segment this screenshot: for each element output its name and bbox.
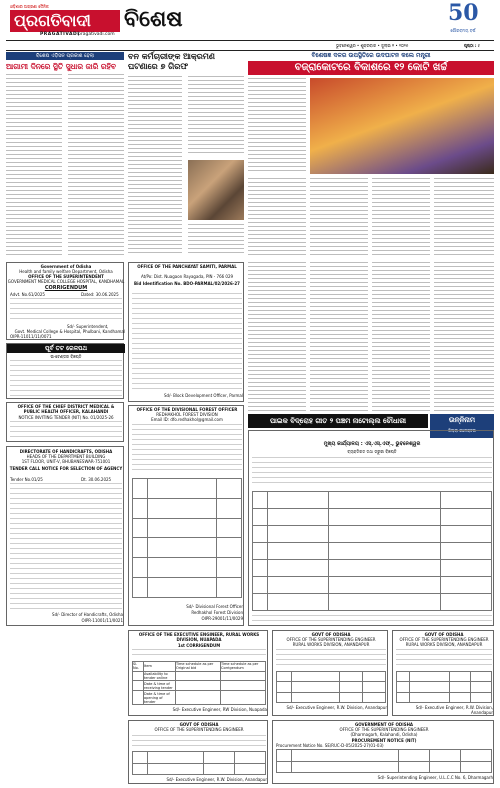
rwd-body — [396, 649, 492, 669]
office-label: OFFICE OF THE SUPERINTENDENT — [28, 274, 104, 279]
handicrafts-selection: TENDER CALL NOTICE FOR SELECTION OF AGENCY — [9, 466, 123, 471]
se-sub2: RURAL WORKS DIVISION, ANANDAPUR — [292, 642, 370, 647]
exec2-body — [132, 735, 266, 749]
executive-corrigendum: 1st CORRIGENDUM — [177, 643, 221, 648]
exec2-table — [132, 751, 266, 775]
se-notice — [272, 630, 388, 716]
cdmo-sub: NOTICE INVITING TENDER (NIT) No. 01/2025-26 — [18, 415, 114, 420]
se-title: GOVT OF ODISHA — [311, 632, 351, 637]
forest-sub: REDHAKHOL FOREST DIVISION — [156, 412, 218, 417]
middle-story — [128, 52, 244, 258]
left-story-headline: ଆଗାମୀ ଦିନରେ ସ୍ଥିତି ସୁଧାର ଜାରି ରହିବ — [6, 62, 117, 71]
exec-row2-label: Date & time of receiving tender — [144, 681, 176, 691]
last-notice — [272, 720, 494, 784]
left-story-kicker: ବିଶେଷ ଏଡ଼ିସନ ପ୍ରକାଶ ହେଲା — [6, 52, 124, 60]
exec2-title: GOVT OF ODISHA — [179, 722, 219, 727]
panchayat-sign: Sd/- Block Development Officer, Parmal — [163, 393, 243, 398]
rwd-notice — [392, 630, 494, 716]
masthead-logo-text: ପ୍ରଗତିବାଦୀ — [14, 11, 91, 30]
exec2-sign: Sd/- Executive Engineer, R.W. Division, Anandapur — [166, 777, 267, 782]
big-notice-table — [252, 491, 492, 611]
website-label: pragativadi.com — [78, 32, 115, 37]
right-story-body-1 — [248, 78, 306, 174]
forest-oipr: OIPR-29001/11/0029 — [201, 616, 243, 621]
right-story-body-4 — [372, 178, 430, 258]
big-notice-title: ମୁଖ୍ୟ କାର୍ଯ୍ୟାଳୟ : ଏସ୍.ଏସ୍.ଏଫ୍., ଭୁବନେଶ୍ୱର — [323, 441, 421, 447]
middle-story-body-2 — [188, 76, 244, 156]
se-sub: OFFICE OF THE SUPERINTENDING ENGINEER — [286, 637, 376, 642]
forest-body — [132, 424, 242, 474]
railway-title: ପୂର୍ବ ତଟ ରେଳପଥ — [7, 344, 125, 353]
forest-table — [132, 478, 242, 598]
rwd-title: GOVT OF ODISHA — [424, 632, 464, 637]
festival-banner — [248, 414, 428, 428]
enam-title: ଉନ୍ନିନାମ — [448, 416, 476, 424]
executive-body — [132, 649, 266, 659]
right-story-headline: ବଜ୍ରାକୋଟରେ ବିକାଶରେ ୧୨ କୋଟି ଖର୍ଚ୍ଚ — [248, 61, 494, 75]
right-lower-col-3 — [372, 262, 430, 412]
left-story-body-1 — [6, 74, 62, 258]
handicrafts-date: Dt. 30.06.2025 — [81, 477, 112, 482]
corrigendum-notice — [6, 262, 124, 340]
left-story — [6, 52, 124, 258]
executive-table — [132, 661, 266, 705]
cdmo-title: OFFICE OF THE CHIEF DISTRICT MEDICAL & PUBLIC HEALTH OFFICER, KALAHANDI — [17, 404, 115, 414]
hospital-label: GOVERNMENT MEDICAL COLLEGE HOSPITAL, KANDHAMAL — [7, 279, 125, 284]
festival-title: ପାଇକ ବିଦ୍ରୋହ ଗୀତ ୨ ପଞ୍ଚମ ନାଟୋଲ୍ଲ ଚୌଧାରୀ — [269, 417, 407, 425]
rwd-table — [396, 671, 492, 703]
last-sub: OFFICE OF THE SUPERINTENDING ENGINEER — [339, 727, 429, 732]
handicrafts-oipr: OIPR-11001/11/0021 — [81, 618, 123, 623]
anniversary-number: 50 — [448, 0, 479, 26]
handicrafts-sign: Sd/- Director of Handicrafts, Odisha — [52, 612, 123, 617]
corrigendum-ref: Advt. No.61/2025 — [10, 292, 45, 297]
last-title: GOVERNMENT OF ODISHA — [354, 722, 414, 727]
railway-sub: ଇ-ଟେଣ୍ଡର ବିଜ୍ଞପ୍ତି — [50, 354, 82, 359]
exec-head-corr: Time schedule as per Corrigendum — [221, 662, 266, 672]
se-body — [276, 649, 386, 669]
dateline: ଭୁବନେଶ୍ୱର • ଶୁକ୍ରବାର • ଜୁଲାଇ ୧ • ୨୦୨୫ — [336, 43, 409, 48]
exec-row3-label: Date & time of opening of tender — [144, 691, 176, 705]
middle-story-photo — [188, 160, 244, 220]
left-story-body-2 — [68, 74, 124, 258]
right-story — [248, 52, 494, 258]
handicrafts-notice — [6, 446, 124, 626]
big-notice-footer — [252, 615, 492, 625]
forest-email: Email ID: dfo.redhakhol@gmail.com — [151, 417, 223, 422]
exec2-sub: OFFICE OF THE SUPERINTENDING ENGINEER — [154, 727, 244, 732]
handicrafts-line1: HEADS OF THE DEPARTMENT BUILDING — [26, 454, 106, 459]
masthead-english: PRAGATIVADI — [40, 32, 80, 37]
anniversary-word: ଗୌରବମୟ ବର୍ଷ — [450, 28, 476, 33]
exec-head-slno: Sl. No. — [133, 662, 144, 672]
cdmo-body — [10, 421, 122, 441]
exec-row1-label: Availability to tender online — [144, 671, 176, 681]
railway-notice — [6, 343, 124, 399]
rwd-sign: Sd/- Executive Engineer, R.W. Division, Anandapur — [415, 705, 493, 715]
page-label: ପୃଷ୍ଠା : ୯ — [464, 43, 480, 48]
rwd-sub2: RURAL WORKS DIVISION, ANANDAPUR — [405, 642, 483, 647]
forest-sign: Sd/- Divisional Forest Officer — [186, 604, 243, 609]
right-story-body-2 — [248, 178, 306, 258]
last-sub2: (Dharmagarh, Kalahandi, Odisha) — [350, 732, 418, 737]
corrigendum-date: Dated: 30.06.2025 — [81, 292, 119, 297]
middle-story-body-1 — [128, 76, 182, 256]
date-bar — [6, 40, 494, 51]
handicrafts-line2: 1ST FLOOR, UNIT-V, BHUBANESWAR-751001 — [21, 459, 111, 464]
masthead-area — [6, 2, 494, 38]
last-ref: Procurement Notice No. SE/RUC-D-05/2025-27(01-03) — [276, 743, 384, 748]
panchayat-title: OFFICE OF THE PANCHAYAT SAMITI, PARMAL — [137, 264, 237, 269]
rwd-sub: OFFICE OF THE SUPERINTENDING ENGINEER — [399, 637, 489, 642]
last-sign: Sd/- Superintending Engineer, U.L.C.C No. 6, Dharmagarh — [377, 775, 493, 780]
railway-body — [10, 360, 122, 397]
right-story-kicker: ବିଶେଷଜ୍ଞ ଦଳର ଉପସ୍ଥିତିରେ ଉଦଘାଟନ କଲେ ମନ୍ତ୍ରୀ — [311, 52, 431, 59]
last-table — [276, 749, 492, 773]
se-sign: Sd/- Executive Engineer, R.W. Division, Anandapur — [286, 705, 387, 710]
cdmo-notice — [6, 402, 124, 442]
panchayat-notice — [128, 262, 244, 402]
corrigendum-sign: Sd/- Superintendent, — [67, 324, 109, 329]
section-title: ବିଶେଷ — [124, 6, 183, 32]
right-lower-col-1 — [248, 262, 306, 412]
masthead-tagline: ଓଡ଼ିଶାର ଅଗ୍ରଣୀ ଦୈନିକ — [10, 4, 49, 9]
corrigendum-sign2: Govt. Medical College & Hospital, Phulbani, Kandhamal — [14, 329, 125, 334]
gov-label: Government of Odisha — [40, 264, 92, 269]
forest-notice — [128, 405, 244, 626]
right-story-body-3 — [310, 178, 368, 258]
big-notice-body — [252, 457, 492, 487]
corrigendum-title: CORRIGENDUM — [44, 285, 88, 291]
right-lower-col-2 — [310, 262, 368, 412]
panchayat-bid: Bid Identification No. BDO-PARMAL/02/2026-27 — [134, 281, 240, 286]
forest-sign2: Redhakhol Forest Division — [191, 610, 243, 615]
right-story-photo — [310, 78, 494, 174]
handicrafts-body — [10, 483, 122, 609]
right-story-body-5 — [434, 178, 494, 258]
dept-label: Health and family welfare Department, Odisha — [19, 269, 113, 274]
last-notice-title: PROCUREMENT NOTICE (NIT) — [351, 738, 417, 743]
corrigendum-oipr: OIPR-11011/11/0071 — [10, 334, 52, 339]
executive-notice — [128, 630, 268, 716]
masthead-logo — [10, 10, 120, 32]
big-notice — [248, 430, 494, 626]
exec-head-original: Time schedule as per Original bid — [176, 662, 221, 672]
middle-story-body-3 — [188, 224, 244, 256]
executive-sign: Sd/- Executive Engineer, RW Division, Nuapada — [172, 707, 267, 712]
anniversary-badge — [434, 2, 492, 36]
exec2-notice — [128, 720, 268, 784]
panchayat-body — [132, 293, 242, 389]
big-notice-sub: ବ୍ୟକ୍ତିଗତ ତଥା ଜରୁରୀ ବିଜ୍ଞପ୍ତି — [347, 449, 397, 454]
exec-head-item: Item — [144, 662, 176, 672]
executive-title: OFFICE OF THE EXECUTIVE ENGINEER, RURAL WORKS DIVISION, NUAPADA — [138, 632, 260, 642]
right-lower-col-4 — [434, 262, 494, 412]
enam-sub: ଜିଲ୍ଲା କଳେକ୍ଟର — [448, 428, 476, 433]
middle-story-headline: ବନ କର୍ମଚାରୀଙ୍କ ଆକ୍ରମଣ ଘଟଣାରେ ୭ ଗିରଫ — [128, 52, 215, 71]
forest-title: OFFICE OF THE DIVISIONAL FOREST OFFICER — [136, 407, 238, 412]
corrigendum-body — [10, 298, 122, 322]
se-table — [276, 671, 386, 703]
handicrafts-ref: Tender No.01/25 — [10, 477, 43, 482]
panchayat-sub: At/Po: Dist. Nuagaon Rayagada, PIN - 766 029 — [140, 274, 234, 279]
handicrafts-title: DIRECTORATE OF HANDICRAFTS, ODISHA — [19, 449, 113, 454]
